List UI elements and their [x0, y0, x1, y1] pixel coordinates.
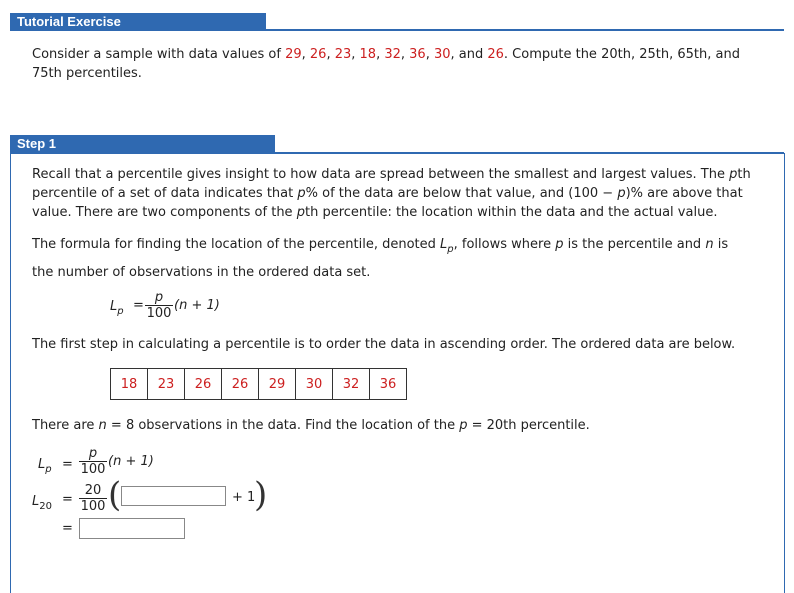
location-answer-input[interactable] [79, 518, 185, 539]
problem-value: 36 [409, 47, 426, 62]
problem-value: 18 [359, 47, 377, 62]
step1-para2: The formula for finding the location of the percentile, denoted $L_p$, follows where p is the percentile and n is the number of observations in the ordered data set. [32, 237, 729, 280]
ordered-data-cell: 32 [333, 369, 370, 400]
step1-para4: There are n = 8 observations in the data. Find the location of the p = 20th percentile. [32, 418, 590, 433]
ordered-data-table [110, 368, 407, 400]
problem-value: 26 [487, 47, 504, 62]
problem-value: 23 [334, 47, 352, 62]
left-paren: ( [108, 475, 122, 515]
step1-para3: The first step in calculating a percentile is to order the data in ascending order. The ordered data are below. [32, 337, 736, 352]
problem-value: 32 [384, 47, 401, 62]
tutorial-header: Tutorial Exercise [10, 13, 266, 31]
ordered-data-cell: 18 [111, 369, 148, 400]
problem-value: 26 [309, 47, 327, 62]
problem-text: Consider a sample with data values of 29, 26, 23, 18, 32, 36, 30, and 26. Compute the 20th, 25th, 65th, and 75th percentiles. [32, 47, 740, 81]
problem-value: 29 [285, 47, 302, 62]
step1-para1: Recall that a percentile gives insight to how data are spread between the smallest and largest values. The pth percentile of a set of data indicates that p% of the data are below that value, and (100 − p)% are above that value. There are two components of the pth percentile: the location within the data and the actual value. [32, 167, 751, 220]
ordered-data-cell: 26 [222, 369, 259, 400]
problem-value: 30 [433, 47, 451, 62]
n-input[interactable] [121, 486, 226, 506]
ordered-data-cell: 26 [185, 369, 222, 400]
ordered-data-cell: 23 [148, 369, 185, 400]
step1-header: Step 1 [10, 135, 275, 153]
ordered-data-cell: 30 [296, 369, 333, 400]
right-paren: ) [254, 475, 268, 515]
ordered-data-cell: 29 [259, 369, 296, 400]
ordered-data-cell: 36 [370, 369, 407, 400]
